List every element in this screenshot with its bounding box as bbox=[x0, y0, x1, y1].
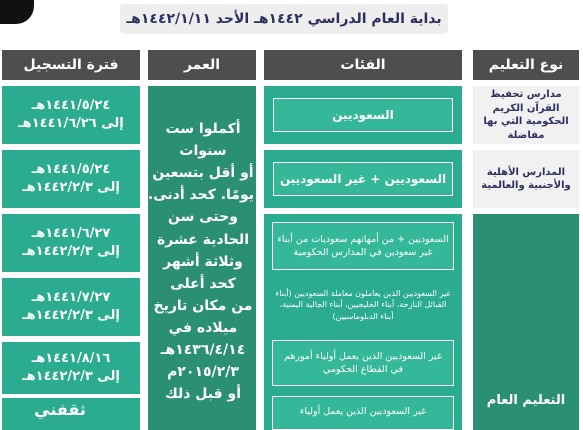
registration-from: ١٤٤١/٦/٢٧هـ bbox=[31, 226, 111, 242]
age-line: الحادية عشرة bbox=[157, 231, 249, 248]
registration-from: ١٤٤١/٥/٢٤هـ bbox=[31, 98, 111, 114]
age-line: ١٤٣٦/٤/١٤هـ bbox=[160, 342, 246, 359]
age-line: وثلاثة أشهر bbox=[163, 253, 243, 270]
site-watermark bbox=[4, 392, 116, 426]
category-government-sector: غير السعوديين الذين يعمل أولياء أمورهم في القطاع الحكومي bbox=[272, 340, 454, 386]
category-saudis: السعوديين bbox=[273, 98, 453, 132]
registration-cell-row2 bbox=[2, 150, 140, 208]
age-line: من مكان تاريخ bbox=[153, 297, 253, 314]
registration-cell-general-1 bbox=[2, 214, 140, 272]
column-header-categories: الفئات bbox=[264, 50, 462, 80]
column-header-education-type: نوع التعليم bbox=[473, 50, 579, 80]
column-header-age: العمر bbox=[148, 50, 256, 80]
age-line: أو قبل ذلك bbox=[164, 386, 242, 403]
age-line: وحتى سن bbox=[168, 209, 238, 226]
registration-to: إلى ١٤٤٢/٢/٣هـ bbox=[22, 308, 120, 323]
age-requirement-text bbox=[147, 118, 254, 430]
category-saudi-mothers: السعوديين + من أمهاتهم سعوديات من أبناء غير سعودين في المدارس الحكومية bbox=[272, 222, 454, 270]
registration-cell-general-2 bbox=[2, 278, 140, 336]
column-header-registration-period: فترة التسجيل bbox=[2, 50, 140, 80]
category-treated-as-saudis: غير السعوديين الذين يعاملون معاملة السعوديين (أبناء القبائل النازحة، أبناء الخليجيين، أبناء الجالية اليمنية، أبناء الدبلوماسيين) bbox=[268, 276, 458, 334]
registration-to: إلى ١٤٤٢/٢/٣هـ bbox=[22, 244, 120, 259]
age-line: أكملوا ست bbox=[165, 121, 241, 137]
registration-cell-general-3 bbox=[2, 342, 140, 394]
age-line: سنوات bbox=[179, 143, 227, 160]
corner-logo-mark bbox=[0, 0, 34, 24]
category-private-sector: غير السعوديين الذين يعمل أولياء bbox=[272, 396, 454, 430]
category-saudis-and-non-saudis: السعوديين + غير السعوديين bbox=[273, 162, 453, 196]
age-line: أو أقل بتسعين bbox=[152, 165, 254, 182]
education-type-quran-schools: مدارس تحفيظ القرآن الكريم الحكومية التي بها مفاضلة bbox=[473, 86, 579, 144]
age-line: كحد أعلى bbox=[170, 275, 236, 292]
age-line: ٢٠١٥/٢/٣م bbox=[167, 364, 239, 381]
education-type-general: التعليم العام bbox=[473, 214, 579, 430]
registration-from: ١٤٤١/٨/١٦هـ bbox=[31, 351, 111, 367]
registration-cell-row1 bbox=[2, 86, 140, 144]
school-year-start-header: بداية العام الدراسي ١٤٤٢هـ الأحد ١٤٤٢/١/١١هـ bbox=[120, 4, 448, 34]
registration-from: ١٤٤١/٥/٢٤هـ bbox=[31, 162, 111, 178]
watermark-text: ثقفني bbox=[34, 399, 86, 419]
age-line: يومًا. كحد أدنى. bbox=[147, 187, 254, 204]
age-line: ميلاده في bbox=[168, 319, 238, 336]
registration-to: إلى ١٤٤٢/٢/٣هـ bbox=[22, 180, 120, 195]
categories-cell-row2 bbox=[264, 150, 462, 208]
education-type-private-schools: المدارس الأهلية والأجنبية والعالمية bbox=[473, 150, 579, 208]
categories-cell-row1 bbox=[264, 86, 462, 144]
registration-from: ١٤٤١/٧/٢٧هـ bbox=[31, 290, 111, 306]
registration-to: إلى ١٤٤١/٦/٢٦هـ bbox=[18, 116, 124, 131]
registration-to: إلى ١٤٤٢/٢/٣هـ bbox=[22, 369, 120, 384]
